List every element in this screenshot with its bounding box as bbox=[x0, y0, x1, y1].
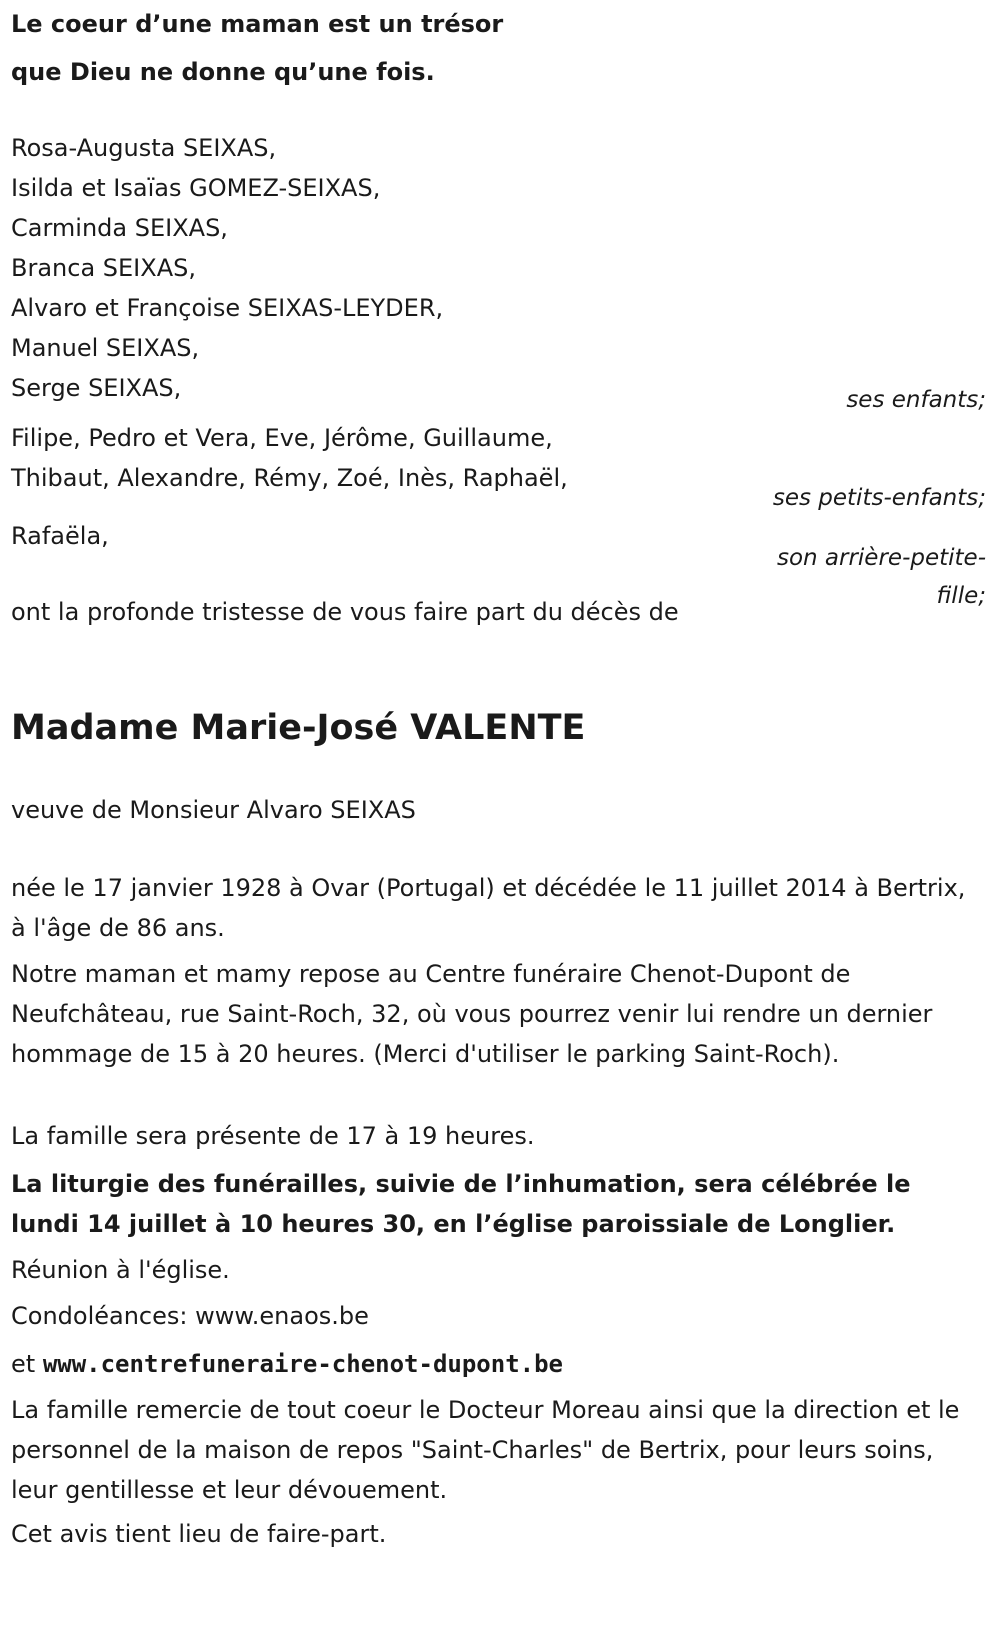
child-name: Branca SEIXAS, bbox=[11, 254, 196, 282]
liturgy-paragraph: La liturgie des funérailles, suivie de l’inhumation, sera célébrée le lundi 14 juillet à 10 heures 30, en l’église paroissiale de Longlier. bbox=[11, 1170, 911, 1238]
thanks-paragraph: La famille remercie de tout coeur le Docteur Moreau ainsi que la direction et le personnel de la maison de repos "Saint-Charles" de Bertrix, pour leurs soins, leur gentillesse et leur dévouement. bbox=[11, 1396, 960, 1504]
child-name: Manuel SEIXAS, bbox=[11, 334, 200, 362]
announcement-text: ont la profonde tristesse de vous faire part du décès de bbox=[11, 598, 679, 626]
funeral-website-link[interactable]: www.centrefuneraire-chenot-dupont.be bbox=[42, 1350, 563, 1378]
children-list bbox=[11, 128, 443, 408]
child-name: Carminda SEIXAS, bbox=[11, 214, 228, 242]
child-name: Rosa-Augusta SEIXAS, bbox=[11, 134, 277, 162]
grandchildren-list bbox=[11, 418, 568, 498]
relation-children: ses enfants; bbox=[846, 387, 986, 413]
grandchildren-line: Thibaut, Alexandre, Rémy, Zoé, Inès, Raphaël, bbox=[11, 464, 568, 492]
child-name: Isilda et Isaïas GOMEZ-SEIXAS, bbox=[11, 174, 381, 202]
and-prefix: et bbox=[11, 1350, 43, 1378]
widow-of-text: veuve de Monsieur Alvaro SEIXAS bbox=[11, 796, 416, 824]
relation-great-grandchild-1: son arrière-petite- bbox=[776, 545, 986, 571]
relation-grandchildren: ses petits-enfants; bbox=[772, 485, 986, 511]
family-present-paragraph: La famille sera présente de 17 à 19 heures. bbox=[11, 1122, 535, 1150]
quote-line-2: que Dieu ne donne qu’une fois. bbox=[11, 58, 435, 86]
relation-great-grandchild-2: fille; bbox=[936, 583, 986, 609]
quote-line-1: Le coeur d’une maman est un trésor bbox=[11, 10, 504, 38]
great-grandchild-name: Rafaëla, bbox=[11, 522, 109, 550]
child-name: Alvaro et Françoise SEIXAS-LEYDER, bbox=[11, 294, 444, 322]
birth-death-paragraph: née le 17 janvier 1928 à Ovar (Portugal) et décédée le 11 juillet 2014 à Bertrix, à l'âge de 86 ans. bbox=[11, 874, 966, 942]
closing-paragraph: Cet avis tient lieu de faire-part. bbox=[11, 1520, 387, 1548]
condolences-paragraph: Condoléances: www.enaos.be bbox=[11, 1302, 369, 1330]
repose-paragraph: Notre maman et mamy repose au Centre funéraire Chenot-Dupont de Neufchâteau, rue Saint-Roch, 32, où vous pourrez venir lui rendre un dernier hommage de 15 à 20 heures. (Merci d'utiliser le parking Saint-Roch). bbox=[11, 960, 933, 1068]
meeting-paragraph: Réunion à l'église. bbox=[11, 1256, 230, 1284]
website-paragraph bbox=[11, 1344, 986, 1384]
grandchildren-line: Filipe, Pedro et Vera, Eve, Jérôme, Guillaume, bbox=[11, 424, 553, 452]
child-name: Serge SEIXAS, bbox=[11, 374, 182, 402]
deceased-name: Madame Marie-José VALENTE bbox=[11, 708, 586, 748]
